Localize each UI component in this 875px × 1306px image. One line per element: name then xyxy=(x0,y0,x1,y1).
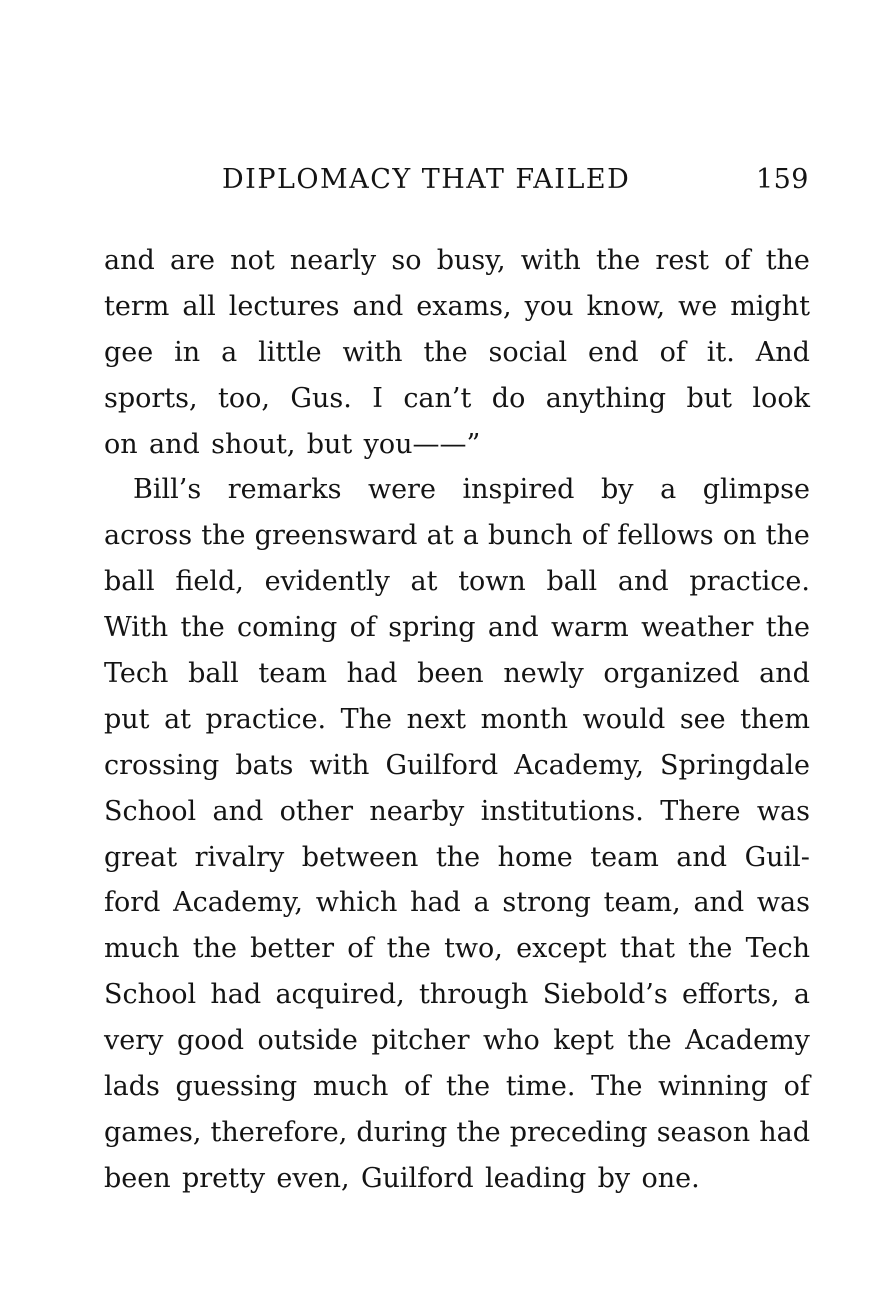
text-line: ford Academy, which had a strong team, and was xyxy=(104,887,810,919)
text-line: very good outside pitcher who kept the Academy xyxy=(104,1025,810,1057)
text-line: ball field, evidently at town ball and practice. xyxy=(104,566,810,598)
text-line: term all lectures and exams, you know, we might xyxy=(104,290,810,322)
paragraph xyxy=(104,467,810,1201)
text-line: great rivalry between the home team and Guil- xyxy=(104,841,810,873)
text-line: been pretty even, Guilford leading by one. xyxy=(104,1162,700,1194)
text-line: crossing bats with Guilford Academy, Springdale xyxy=(104,749,810,781)
text-line: on and shout, but you——” xyxy=(104,428,481,460)
text-line: much the better of the two, except that the Tech xyxy=(104,933,810,965)
body-text xyxy=(104,238,810,1202)
text-line: Tech ball team had been newly organized and xyxy=(104,658,810,690)
text-line: lads guessing much of the time. The winning of xyxy=(104,1071,810,1103)
text-line: School had acquired, through Siebold’s efforts, a xyxy=(104,979,810,1011)
text-line: across the greensward at a bunch of fellows on the xyxy=(104,520,810,552)
text-line: gee in a little with the social end of it. And xyxy=(104,336,810,368)
text-line: Bill’s remarks were inspired by a glimpse xyxy=(133,474,810,506)
page-number: 159 xyxy=(755,164,809,195)
text-line: sports, too, Gus. I can’t do anything but look xyxy=(104,382,810,414)
running-title: DIPLOMACY THAT FAILED xyxy=(222,164,631,195)
text-line: School and other nearby institutions. There was xyxy=(104,795,810,827)
text-line: and are not nearly so busy, with the rest of the xyxy=(104,245,810,276)
paragraph xyxy=(104,238,810,467)
text-line: games, therefore, during the preceding season had xyxy=(104,1116,810,1148)
text-line: put at practice. The next month would see them xyxy=(104,703,810,735)
text-line: With the coming of spring and warm weather the xyxy=(104,612,810,644)
running-head xyxy=(104,164,809,200)
